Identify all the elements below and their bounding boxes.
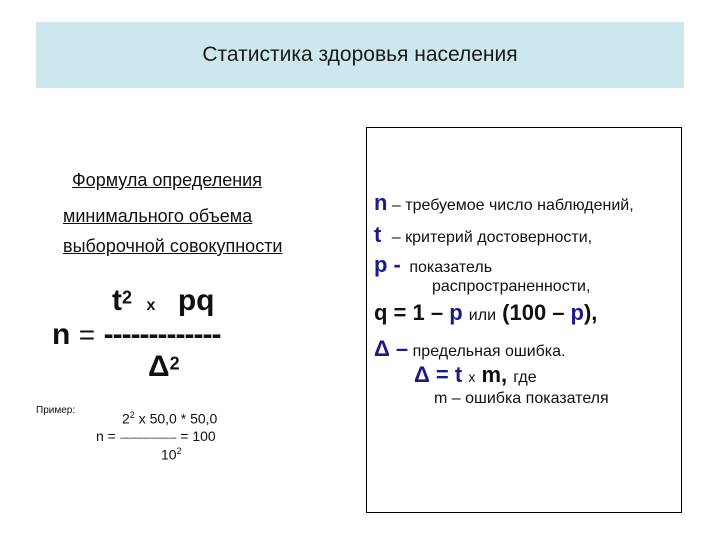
legend-q-or: или bbox=[468, 307, 497, 324]
legend-df-x: x bbox=[468, 369, 476, 385]
formula-dashes: ------------- bbox=[103, 318, 221, 351]
legend-q-close: ), bbox=[583, 300, 598, 325]
legend-p-desc-1: показатель bbox=[409, 259, 493, 276]
legend-p-desc-2: распространенности, bbox=[432, 278, 591, 295]
example-label: Пример: bbox=[36, 405, 76, 416]
example-result: = 100 bbox=[180, 428, 216, 444]
legend-n-row bbox=[374, 190, 634, 216]
caption-text-1: Формула определения bbox=[72, 170, 262, 190]
legend-delta-formula bbox=[414, 362, 537, 388]
formula-delta-exp: 2 bbox=[169, 353, 180, 374]
legend-n-symbol: n bbox=[374, 190, 388, 215]
legend-q-p2: p bbox=[570, 300, 584, 325]
formula-eq: = bbox=[78, 319, 96, 350]
example-num-a-exp: 2 bbox=[129, 410, 135, 420]
formula-pq: pq bbox=[177, 284, 215, 317]
legend-t-row bbox=[374, 222, 592, 248]
formula-fraction-line bbox=[52, 318, 220, 352]
example-lhs: n = bbox=[96, 428, 116, 444]
example-num-rest: x 50,0 * 50,0 bbox=[138, 410, 218, 427]
legend-p-symbol: p - bbox=[374, 252, 401, 277]
title-bar bbox=[36, 22, 684, 88]
legend-t-symbol: t bbox=[374, 222, 382, 247]
legend-delta-symbol: Δ – bbox=[374, 336, 409, 361]
example-den: 10 bbox=[161, 446, 177, 463]
caption-line-1 bbox=[72, 170, 262, 191]
legend-t-desc: – критерий достоверности, bbox=[391, 229, 593, 246]
caption-line-3 bbox=[63, 236, 283, 257]
legend-df-m: m, bbox=[481, 362, 508, 387]
example-fraction-line bbox=[96, 428, 216, 444]
formula-t-exp: 2 bbox=[122, 287, 133, 308]
formula-delta: Δ bbox=[148, 350, 170, 383]
caption-text-2: минимального объема bbox=[63, 206, 253, 226]
formula-times: x bbox=[146, 297, 156, 314]
page-title: Статистика здоровья населения bbox=[202, 43, 518, 66]
legend-m-desc: m – ошибка показателя bbox=[434, 390, 609, 407]
legend-q-p1: p bbox=[449, 300, 463, 325]
legend-q-text: q = 1 – bbox=[374, 300, 444, 325]
legend-n-desc: – требуемое число наблюдений, bbox=[391, 197, 634, 214]
legend-q-paren: (100 – bbox=[502, 300, 565, 325]
example-denominator bbox=[161, 446, 182, 463]
formula-denominator bbox=[148, 350, 180, 384]
caption-line-2 bbox=[63, 206, 252, 227]
formula-numerator bbox=[112, 284, 214, 318]
example-num-a: 2 bbox=[122, 410, 130, 427]
legend-q-row bbox=[374, 300, 597, 326]
legend-delta-row bbox=[374, 336, 565, 362]
formula-t: t bbox=[112, 284, 122, 317]
caption-text-3: выборочной совокупности bbox=[63, 236, 283, 256]
legend-df-where: где bbox=[513, 369, 537, 386]
formula-n: n bbox=[52, 318, 71, 351]
legend-p-row bbox=[374, 252, 492, 278]
example-dashes: -------------------- bbox=[119, 433, 177, 444]
legend-df-lhs: Δ = t bbox=[414, 362, 463, 387]
example-numerator bbox=[122, 410, 217, 427]
example-den-exp: 2 bbox=[176, 446, 182, 456]
legend-delta-desc: предельная ошибка. bbox=[412, 343, 566, 360]
